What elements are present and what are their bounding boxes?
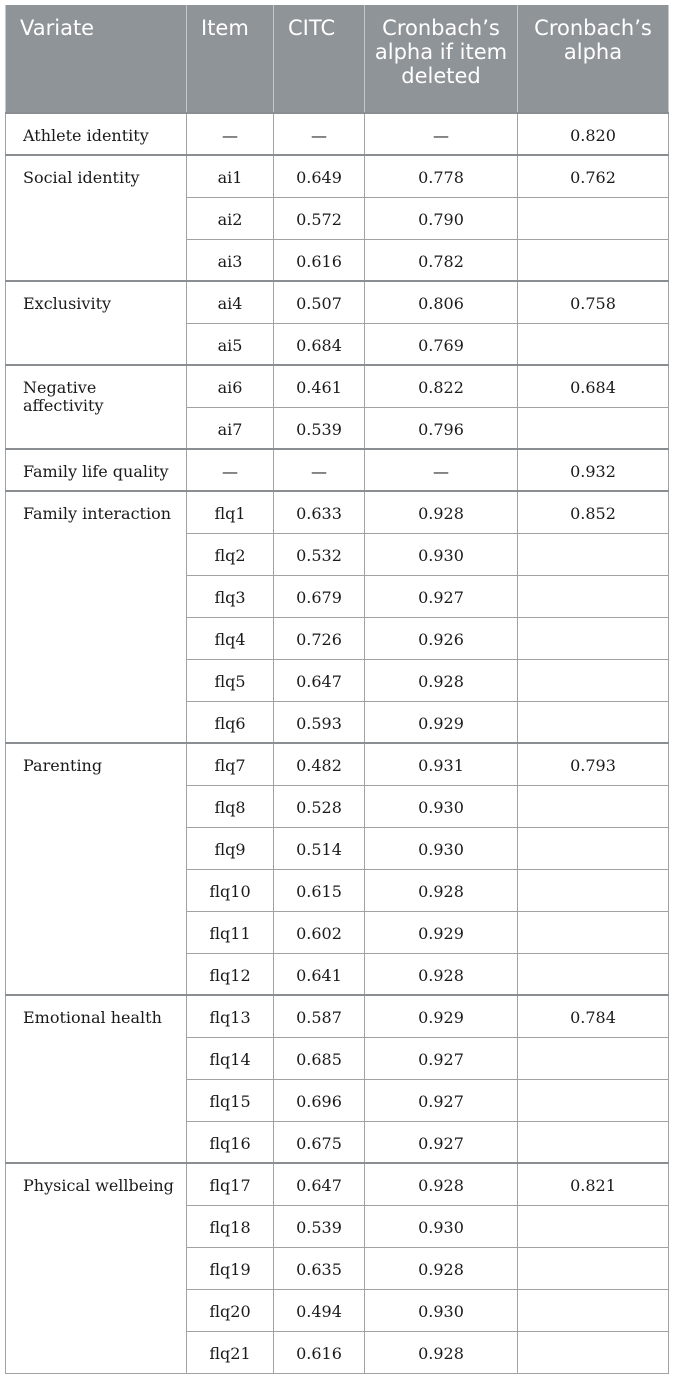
alpha-if-deleted-cell: 0.930 [365,533,518,575]
variate-cell: Parenting [6,743,187,995]
alpha-if-deleted-cell: 0.928 [365,1247,518,1289]
citc-cell: 0.539 [274,1205,365,1247]
citc-cell: 0.494 [274,1289,365,1331]
alpha-cell [518,1205,669,1247]
alpha-cell: 0.793 [518,743,669,785]
alpha-cell [518,1289,669,1331]
alpha-if-deleted-cell: 0.928 [365,1331,518,1373]
header-variate: Variate [6,5,187,113]
citc-cell: 0.593 [274,701,365,743]
alpha-cell: 0.820 [518,113,669,155]
citc-cell: 0.539 [274,407,365,449]
citc-cell: 0.675 [274,1121,365,1163]
item-cell: flq4 [187,617,274,659]
table-row [6,995,669,1037]
alpha-if-deleted-cell: 0.931 [365,743,518,785]
alpha-cell [518,1037,669,1079]
citc-cell: 0.482 [274,743,365,785]
variate-cell: Family life quality [6,449,187,491]
alpha-if-deleted-cell: 0.928 [365,491,518,533]
alpha-cell [518,827,669,869]
alpha-if-deleted-cell: — [365,449,518,491]
item-cell: flq18 [187,1205,274,1247]
item-cell: — [187,449,274,491]
citc-cell: 0.679 [274,575,365,617]
citc-cell: 0.641 [274,953,365,995]
alpha-cell [518,1121,669,1163]
citc-cell: — [274,113,365,155]
item-cell: flq7 [187,743,274,785]
alpha-if-deleted-cell: 0.929 [365,911,518,953]
alpha-cell [518,701,669,743]
table-row [6,281,669,323]
reliability-table [5,5,669,1374]
alpha-if-deleted-cell: 0.790 [365,197,518,239]
alpha-if-deleted-cell: 0.782 [365,239,518,281]
table-row [6,1163,669,1205]
alpha-cell: 0.932 [518,449,669,491]
table-row [6,365,669,407]
item-cell: flq13 [187,995,274,1037]
header-item: Item [187,5,274,113]
item-cell: flq17 [187,1163,274,1205]
alpha-cell [518,239,669,281]
header-citc: CITC [274,5,365,113]
alpha-cell: 0.821 [518,1163,669,1205]
alpha-if-deleted-cell: — [365,113,518,155]
citc-cell: 0.514 [274,827,365,869]
citc-cell: 0.507 [274,281,365,323]
citc-cell: 0.633 [274,491,365,533]
citc-cell: 0.615 [274,869,365,911]
item-cell: flq20 [187,1289,274,1331]
item-cell: flq1 [187,491,274,533]
citc-cell: 0.726 [274,617,365,659]
alpha-if-deleted-cell: 0.769 [365,323,518,365]
alpha-if-deleted-cell: 0.930 [365,785,518,827]
citc-cell: 0.685 [274,1037,365,1079]
alpha-if-deleted-cell: 0.929 [365,701,518,743]
item-cell: flq12 [187,953,274,995]
item-cell: flq15 [187,1079,274,1121]
alpha-cell: 0.784 [518,995,669,1037]
citc-cell: 0.635 [274,1247,365,1289]
alpha-cell [518,1331,669,1373]
item-cell: flq11 [187,911,274,953]
item-cell: flq10 [187,869,274,911]
citc-cell: 0.649 [274,155,365,197]
alpha-cell [518,323,669,365]
item-cell: flq5 [187,659,274,701]
alpha-if-deleted-cell: 0.928 [365,1163,518,1205]
citc-cell: 0.616 [274,239,365,281]
alpha-if-deleted-cell: 0.928 [365,659,518,701]
table-row [6,155,669,197]
alpha-cell [518,1247,669,1289]
alpha-cell [518,407,669,449]
alpha-cell [518,869,669,911]
item-cell: flq21 [187,1331,274,1373]
alpha-cell [518,659,669,701]
alpha-cell [518,617,669,659]
alpha-if-deleted-cell: 0.822 [365,365,518,407]
item-cell: ai2 [187,197,274,239]
item-cell: ai4 [187,281,274,323]
citc-cell: 0.461 [274,365,365,407]
item-cell: flq2 [187,533,274,575]
variate-cell: Physical wellbeing [6,1163,187,1373]
alpha-if-deleted-cell: 0.930 [365,1289,518,1331]
item-cell: ai1 [187,155,274,197]
alpha-if-deleted-cell: 0.778 [365,155,518,197]
alpha-cell [518,953,669,995]
citc-cell: 0.647 [274,659,365,701]
table-row [6,113,669,155]
variate-cell: Negative affectivity [6,365,187,449]
alpha-cell [518,785,669,827]
alpha-if-deleted-cell: 0.930 [365,1205,518,1247]
citc-cell: 0.602 [274,911,365,953]
citc-cell: 0.528 [274,785,365,827]
alpha-if-deleted-cell: 0.927 [365,1037,518,1079]
alpha-cell [518,575,669,617]
alpha-if-deleted-cell: 0.930 [365,827,518,869]
variate-cell: Emotional health [6,995,187,1163]
alpha-if-deleted-cell: 0.927 [365,1121,518,1163]
variate-cell: Athlete identity [6,113,187,155]
citc-cell: 0.647 [274,1163,365,1205]
alpha-if-deleted-cell: 0.927 [365,1079,518,1121]
item-cell: — [187,113,274,155]
citc-cell: 0.696 [274,1079,365,1121]
alpha-if-deleted-cell: 0.806 [365,281,518,323]
alpha-if-deleted-cell: 0.926 [365,617,518,659]
citc-cell: — [274,449,365,491]
alpha-cell [518,911,669,953]
item-cell: flq8 [187,785,274,827]
alpha-cell: 0.758 [518,281,669,323]
item-cell: ai6 [187,365,274,407]
alpha-if-deleted-cell: 0.929 [365,995,518,1037]
alpha-cell [518,197,669,239]
alpha-if-deleted-cell: 0.928 [365,869,518,911]
table-row [6,491,669,533]
alpha-if-deleted-cell: 0.796 [365,407,518,449]
alpha-cell [518,1079,669,1121]
item-cell: flq3 [187,575,274,617]
item-cell: flq14 [187,1037,274,1079]
table-body [6,113,669,1373]
item-cell: flq9 [187,827,274,869]
alpha-if-deleted-cell: 0.928 [365,953,518,995]
variate-cell: Social identity [6,155,187,281]
citc-cell: 0.532 [274,533,365,575]
table-row [6,743,669,785]
item-cell: ai7 [187,407,274,449]
table-row [6,449,669,491]
citc-cell: 0.616 [274,1331,365,1373]
citc-cell: 0.572 [274,197,365,239]
item-cell: flq16 [187,1121,274,1163]
alpha-cell [518,533,669,575]
header-alpha: Cronbach’s alpha [518,5,669,113]
item-cell: flq6 [187,701,274,743]
alpha-cell: 0.684 [518,365,669,407]
variate-cell: Exclusivity [6,281,187,365]
variate-cell: Family interaction [6,491,187,743]
item-cell: ai3 [187,239,274,281]
item-cell: flq19 [187,1247,274,1289]
item-cell: ai5 [187,323,274,365]
header-alpha-if-deleted: Cronbach’s alpha if item deleted [365,5,518,113]
citc-cell: 0.684 [274,323,365,365]
citc-cell: 0.587 [274,995,365,1037]
alpha-if-deleted-cell: 0.927 [365,575,518,617]
table-header [6,5,669,113]
alpha-cell: 0.852 [518,491,669,533]
alpha-cell: 0.762 [518,155,669,197]
